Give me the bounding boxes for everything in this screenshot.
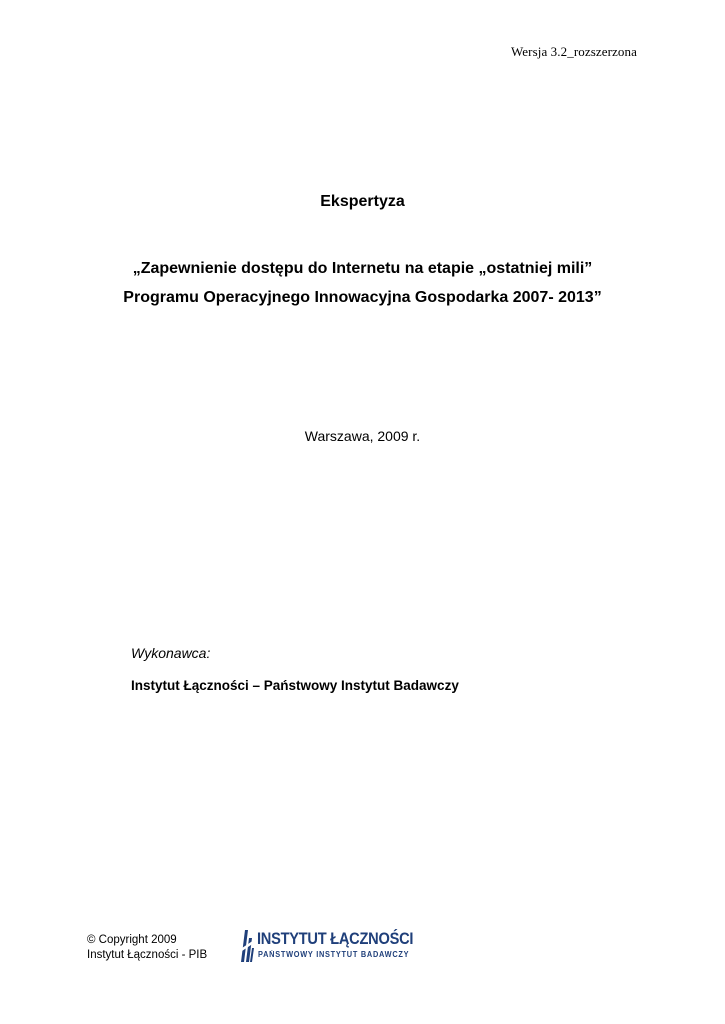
place-and-date: Warszawa, 2009 r. [304, 428, 421, 444]
version-label: Wersja 3.2_rozszerzona [510, 44, 637, 59]
copyright-line-1: © Copyright 2009 [87, 934, 177, 946]
document-title-line-2: Programu Operacyjnego Innowacyjna Gospodarka 2007- 2013” [123, 289, 602, 306]
document-title [0, 254, 725, 312]
institute-logo-mark-icon [239, 928, 255, 964]
contractor-label: Wykonawca: [131, 645, 211, 661]
logo-subtitle: PAŃSTWOWY INSTYTUT BADAWCZY [258, 950, 410, 959]
institute-logo [239, 928, 419, 966]
copyright-line-2: Instytut Łączności - PIB [87, 949, 208, 961]
document-type-heading: Ekspertyza [320, 193, 405, 210]
copyright-notice [87, 933, 207, 963]
logo-title: INSTYTUT ŁĄCZNOŚCI [257, 929, 414, 948]
document-title-line-1: „Zapewnienie dostępu do Internetu na etapie „ostatniej mili” [132, 260, 593, 277]
contractor-name: Instytut Łączności – Państwowy Instytut Badawczy [131, 678, 459, 693]
